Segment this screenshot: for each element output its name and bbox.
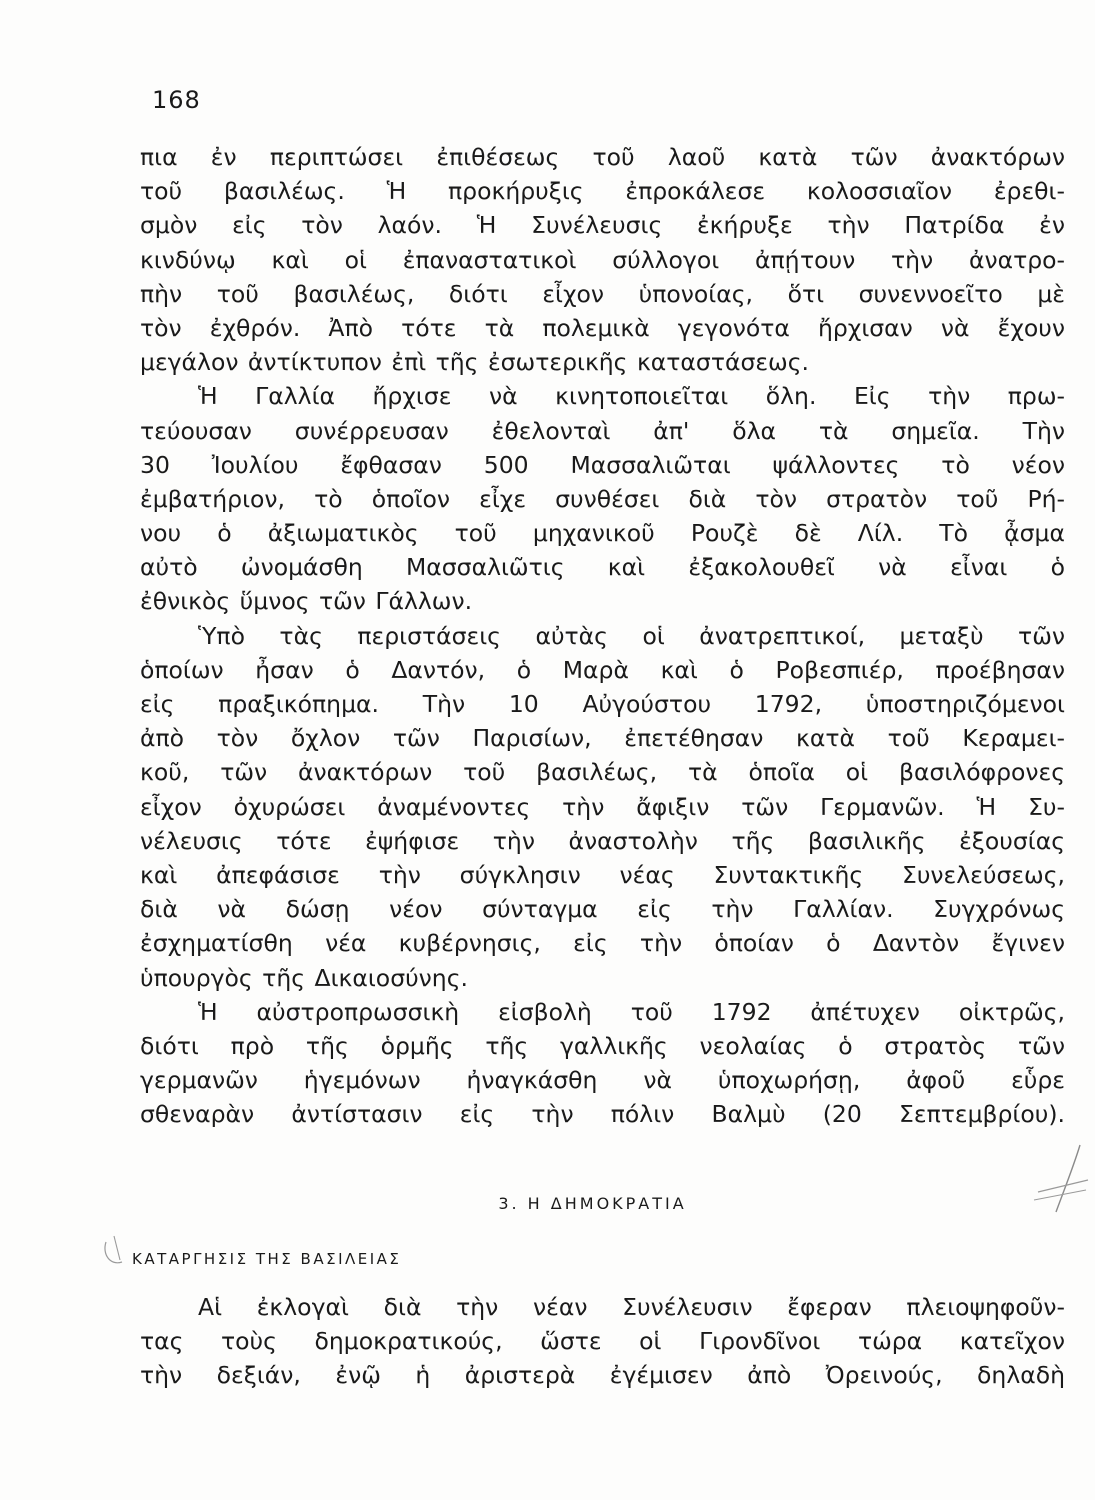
text-line: πὴν τοῦ βασιλέως, διότι εἶχον ὑπονοίας, ὅτι συνεννοεῖτο μὲ (140, 279, 1065, 308)
text-line: κινδύνῳ καὶ οἱ ἐπαναστατικοὶ σύλλογοι ἀπῄτουν τὴν ἀνατρο- (140, 245, 1065, 274)
text-line: καὶ ἀπεφάσισε τὴν σύγκλησιν νέας Συντακτικῆς Συνελεύσεως, (140, 860, 1065, 889)
text-line: σμὸν εἰς τὸν λαόν. Ἡ Συνέλευσις ἐκήρυξε τὴν Πατρίδα ἐν (140, 211, 1065, 240)
section-subheading: ΚΑΤΑΡΓΗΣΙΣ ΤΗΣ ΒΑΣΙΛΕΙΑΣ (132, 1250, 402, 1268)
text-line: ὁποίων ἦσαν ὁ Δαντόν, ὁ Μαρὰ καὶ ὁ Ροβεσπιέρ, προέβησαν (140, 655, 1065, 684)
text-line: τὴν δεξιάν, ἐνῷ ἡ ἀριστερὰ ἐγέμισεν ἀπὸ Ὀρεινούς, δηλαδὴ (140, 1361, 1065, 1390)
text-line: εἰς πραξικόπημα. Τὴν 10 Αὐγούστου 1792, ὑποστηριζόμενοι (140, 690, 1065, 718)
text-line: τας τοὺς δημοκρατικούς, ὥστε οἱ Γιρονδῖνοι τώρα κατεῖχον (140, 1327, 1065, 1356)
text-line: ἐθνικὸς ὕμνος τῶν Γάλλων. (140, 587, 473, 616)
text-line: Ἡ Γαλλία ἤρχισε νὰ κινητοποιεῖται ὅλη. Εἰς τὴν πρω- (198, 382, 1065, 411)
text-line: Ἡ αὐστροπρωσσικὴ εἰσβολὴ τοῦ 1792 ἀπέτυχεν οἰκτρῶς, (198, 997, 1065, 1026)
paragraph (140, 995, 1065, 1132)
text-line: διὰ νὰ δώσῃ νέον σύνταγμα εἰς τὴν Γαλλίαν. Συγχρόνως (140, 895, 1065, 924)
text-line: πια ἐν περιπτώσει ἐπιθέσεως τοῦ λαοῦ κατὰ τῶν ἀνακτόρων (140, 143, 1065, 171)
text-line: γερμανῶν ἡγεμόνων ἠναγκάσθη νὰ ὑποχωρήσῃ, ἀφοῦ εὗρε (140, 1066, 1065, 1095)
text-line: ἐμβατήριον, τὸ ὁποῖον εἶχε συνθέσει διὰ τὸν στρατὸν τοῦ Ρή- (140, 484, 1065, 513)
body-text (140, 1290, 1065, 1393)
text-line: μεγάλον ἀντίκτυπον ἐπὶ τῆς ἐσωτερικῆς καταστάσεως. (140, 348, 809, 377)
text-line: ἀπὸ τὸν ὄχλον τῶν Παρισίων, ἐπετέθησαν κατὰ τοῦ Κεραμει- (140, 724, 1065, 753)
page-number: 168 (152, 86, 201, 114)
body-text (140, 140, 1065, 1131)
text-line: ἐσχηματίσθη νέα κυβέρνησις, εἰς τὴν ὁποίαν ὁ Δαντὸν ἔγινεν (140, 929, 1065, 958)
paragraph (140, 1290, 1065, 1393)
text-line: τὸν ἐχθρόν. Ἀπὸ τότε τὰ πολεμικὰ γεγονότα ἤρχισαν νὰ ἔχουν (140, 313, 1065, 342)
text-line: σθεναρὰν ἀντίστασιν εἰς τὴν πόλιν Βαλμὺ (20 Σεπτεμβρίου). (140, 1100, 1065, 1129)
text-line: τεύουσαν συνέρρευσαν ἐθελονταὶ ἀπ' ὅλα τὰ σημεῖα. Τὴν (140, 416, 1065, 445)
text-line: νέλευσις τότε ἐψήφισε τὴν ἀναστολὴν τῆς βασιλικῆς ἐξουσίας (140, 826, 1065, 855)
text-line: Ὑπὸ τὰς περιστάσεις αὐτὰς οἱ ἀνατρεπτικοί, μεταξὺ τῶν (198, 621, 1065, 650)
text-line: Αἱ ἐκλογαὶ διὰ τὴν νέαν Συνέλευσιν ἔφεραν πλειοψηφοῦν- (198, 1293, 1065, 1321)
text-line: διότι πρὸ τῆς ὁρμῆς τῆς γαλλικῆς νεολαίας ὁ στρατὸς τῶν (140, 1031, 1065, 1060)
text-line: 30 Ἰουλίου ἔφθασαν 500 Μασσαλιῶται ψάλλοντες τὸ νέον (140, 450, 1065, 479)
text-line: τοῦ βασιλέως. Ἡ προκήρυξις ἐπροκάλεσε κολοσσιαῖον ἐρεθι- (140, 177, 1065, 206)
paragraph (140, 140, 1065, 379)
text-line: κοῦ, τῶν ἀνακτόρων τοῦ βασιλέως, τὰ ὁποῖα οἱ βασιλόφρονες (140, 758, 1065, 787)
paragraph (140, 619, 1065, 995)
paragraph (140, 379, 1065, 618)
text-line: ὑπουργὸς τῆς Δικαιοσύνης. (140, 963, 468, 992)
text-line: νου ὁ ἀξιωματικὸς τοῦ μηχανικοῦ Ρουζὲ δὲ Λίλ. Τὸ ᾆσμα (140, 519, 1065, 548)
text-line: αὐτὸ ὠνομάσθη Μασσαλιῶτις καὶ ἐξακολουθεῖ νὰ εἶναι ὁ (140, 553, 1065, 582)
section-heading: 3. Η ΔΗΜΟΚΡΑΤΙΑ (498, 1194, 687, 1213)
text-line: εἶχον ὀχυρώσει ἀναμένοντες τὴν ἄφιξιν τῶν Γερμανῶν. Ἡ Συ- (140, 792, 1065, 821)
